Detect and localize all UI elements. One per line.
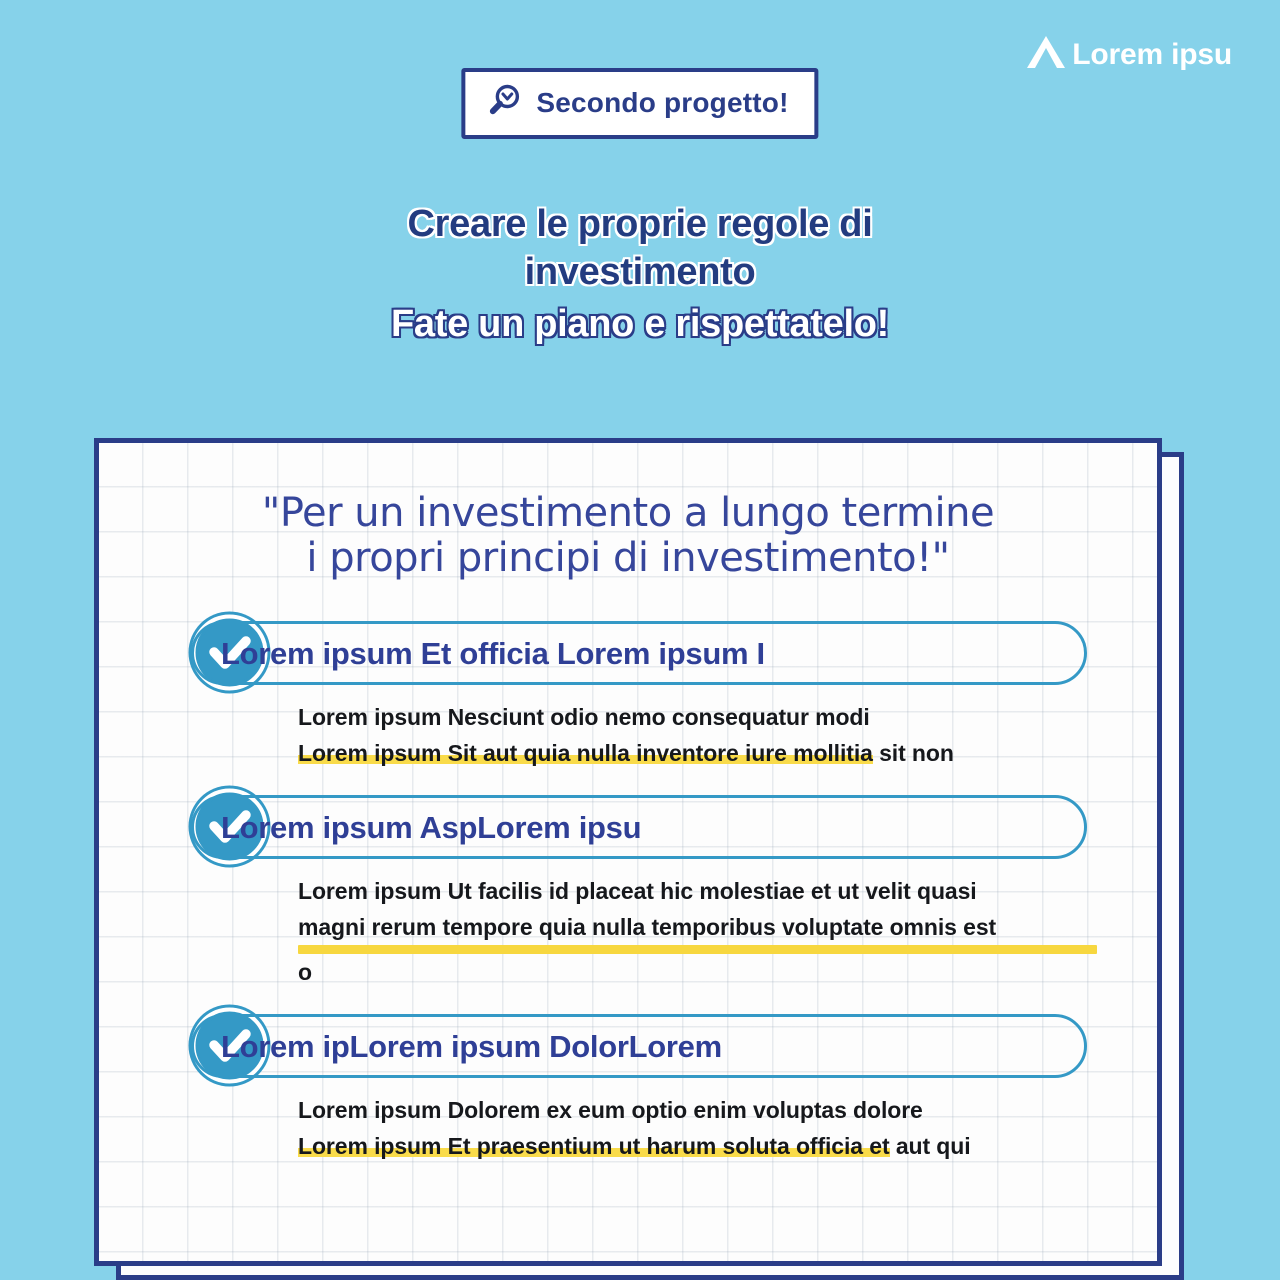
project-badge[interactable]: [461, 68, 818, 139]
page-headline: [0, 200, 1280, 348]
body-line: o: [298, 959, 312, 985]
project-badge-label: Secondo progetto!: [536, 86, 789, 118]
highlight-text: Lorem ipsum Et praesentium ut harum soluta officia et: [298, 1133, 890, 1159]
body-line: Lorem ipsum Nesciunt odio nemo consequatur modi: [298, 704, 870, 730]
brand-logo: [1024, 34, 1232, 75]
list-item-pill[interactable]: [191, 795, 1087, 859]
list-item-body: [298, 1092, 1097, 1164]
quote-line-2: i propri principi di investimento!": [306, 535, 950, 581]
list-item: [99, 1014, 1157, 1164]
brand-name: Lorem ipsu: [1072, 37, 1232, 71]
list-item-title: Lorem ipsum AspLorem ipsu: [221, 809, 642, 845]
highlight-text: Lorem ipsum Sit aut quia nulla inventore iure mollitia: [298, 740, 873, 766]
headline-line-1: Creare le proprie regole di: [407, 203, 873, 245]
rules-list: [99, 621, 1157, 1164]
body-line-highlighted: [298, 1128, 1097, 1164]
list-item-title: Lorem ipsum Et officia Lorem ipsum I: [221, 635, 765, 671]
headline-line-2: investimento: [524, 251, 756, 293]
list-item: [99, 795, 1157, 990]
headline-line-3: Fate un piano e rispettatelo!: [390, 303, 890, 345]
body-line: magni rerum tempore quia nulla temporibus voluptate omnis est: [298, 914, 997, 940]
body-line: Lorem ipsum Dolorem ex eum optio enim voluptas dolore: [298, 1097, 923, 1123]
content-card-stack: [94, 438, 1186, 1280]
body-line-highlighted: [298, 735, 1097, 771]
list-item-body: [298, 873, 1097, 990]
list-item-title: Lorem ipLorem ipsum DolorLorem: [221, 1028, 722, 1064]
body-line-tail: sit non: [872, 740, 954, 766]
content-card: [94, 438, 1162, 1266]
magnifier-chevron-down-icon: [487, 82, 523, 123]
body-line: Lorem ipsum Ut facilis id placeat hic molestiae et ut velit quasi: [298, 878, 977, 904]
body-line-tail: aut qui: [889, 1133, 971, 1159]
mountain-triangle-icon: [1024, 34, 1068, 75]
list-item-body: [298, 699, 1097, 771]
quote-line-1: "Per un investimento a lungo termine: [261, 490, 995, 536]
list-item-pill[interactable]: [191, 621, 1087, 685]
card-quote: [139, 491, 1117, 581]
highlight-bar: [298, 945, 1097, 954]
list-item: [99, 621, 1157, 771]
list-item-pill[interactable]: [191, 1014, 1087, 1078]
